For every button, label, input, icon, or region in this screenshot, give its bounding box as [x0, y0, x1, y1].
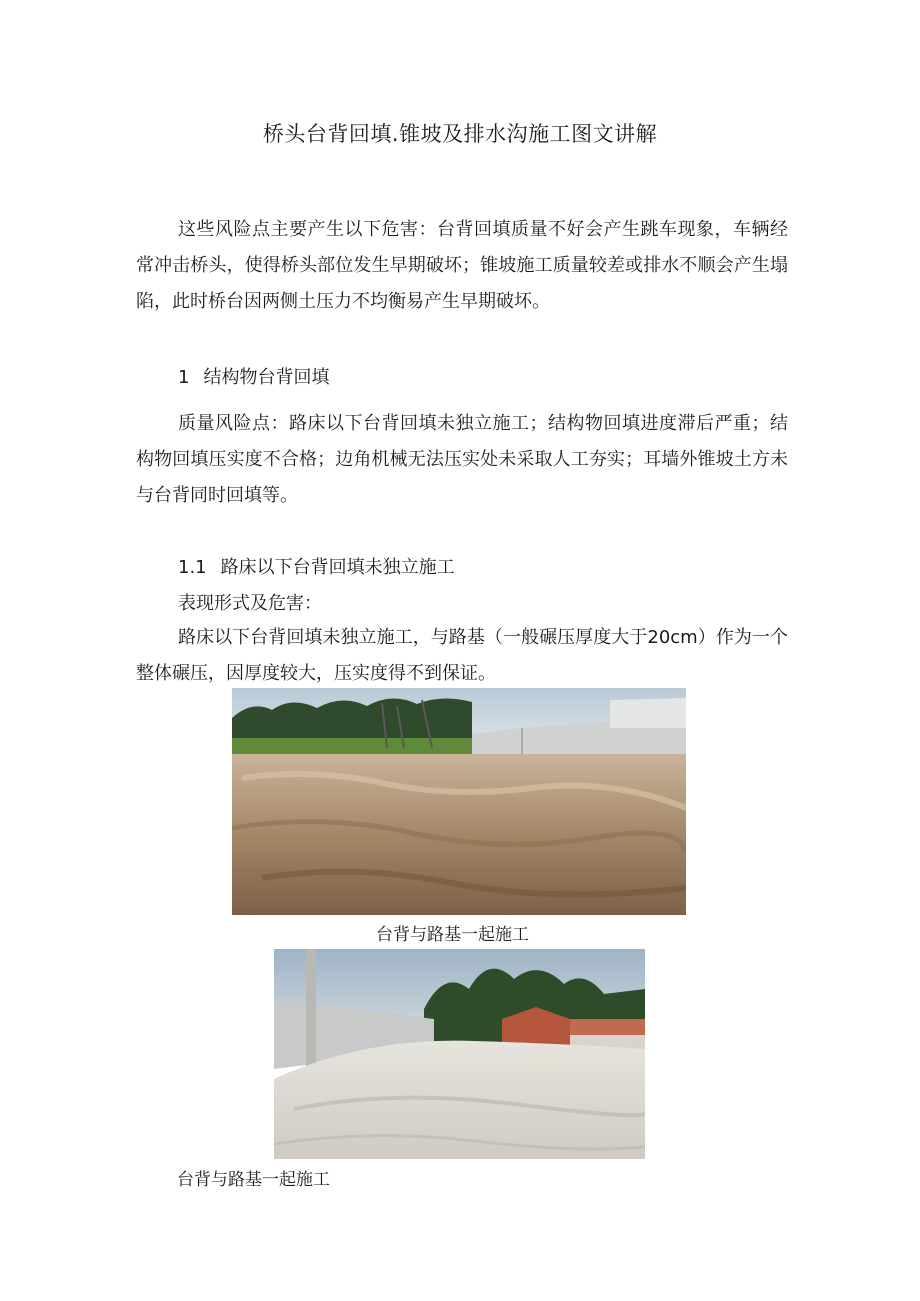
construction-site-photo: [232, 688, 686, 915]
section-1-1-subhead: 表现形式及危害：: [178, 593, 322, 614]
figure-1-caption: 台背与路基一起施工: [376, 925, 529, 945]
section-1-1-number: 1.1: [178, 557, 207, 578]
document-title: 桥头台背回填.锥坡及排水沟施工图文讲解: [262, 122, 658, 146]
section-1-1-title: 路床以下台背回填未独立施工: [220, 557, 455, 578]
section-1-number: 1: [178, 367, 190, 388]
section-1-1-paragraph: 路床以下台背回填未独立施工，与路基（一般碾压厚度大于20cm）作为一个整体碾压，因厚度较大，压实度得不到保证。: [136, 627, 788, 684]
section-1-paragraph: 质量风险点：路床以下台背回填未独立施工；结构物回填进度滞后严重；结构物回填压实度不合格；边角机械无法压实处未采取人工夯实；耳墙外锥坡土方未与台背同时回填等。: [136, 413, 788, 506]
construction-site-photo: [274, 949, 645, 1159]
intro-paragraph: 这些风险点主要产生以下危害：台背回填质量不好会产生跳车现象，车辆经常冲击桥头，使得桥头部位发生早期破坏；锥坡施工质量较差或排水不顺会产生塌陷，此时桥台因两侧土压力不均衡易产生早期破坏。: [136, 219, 788, 312]
figure-2-caption: 台背与路基一起施工: [177, 1170, 330, 1190]
section-1-1-heading: [178, 550, 455, 586]
section-1-heading: [178, 360, 329, 396]
section-1-title: 结构物台背回填: [203, 367, 330, 388]
